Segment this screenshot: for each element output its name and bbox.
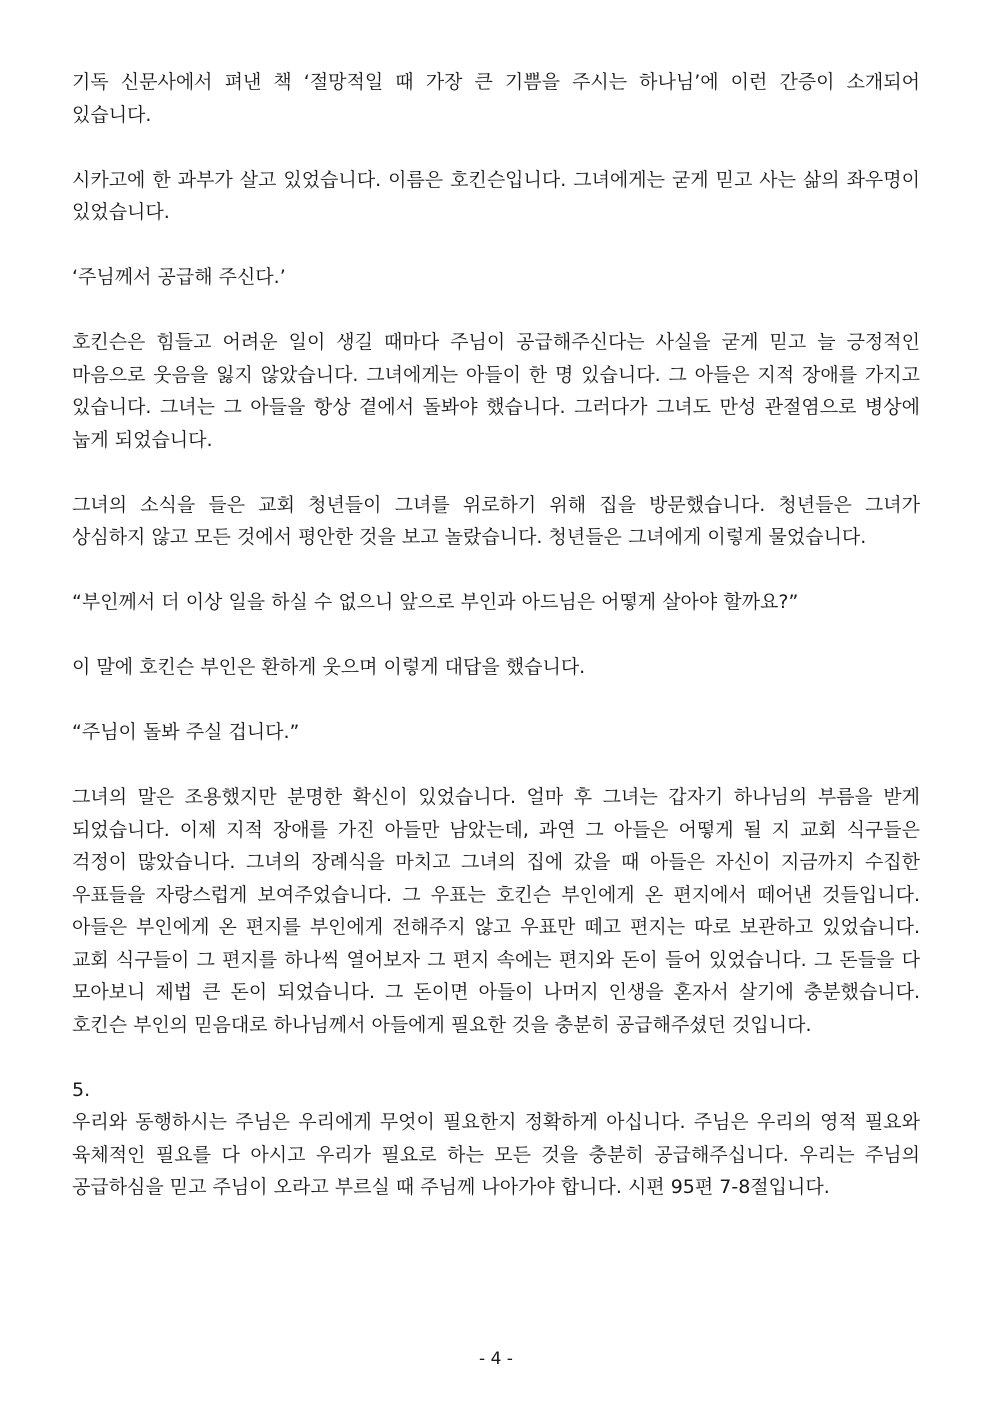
section-number: 5. (72, 1078, 91, 1101)
page-number: - 4 - (479, 1349, 513, 1369)
paragraph-faith: 호킨슨은 힘들고 어려운 일이 생길 때마다 주님이 공급해주신다는 사실을 굳게 믿고 늘 긍정적인 마음으로 웃음을 잃지 않았습니다. 그녀에게는 아들이 한 명 있습니다. 그 아들은 지적 장애를 가지고 있습니다. 그녀는 그 아들을 항상 곁에서 돌봐야 했습니다. 그러다가 그녀도 만성 관절염으로 병상에 눕게 되었습니다. (72, 331, 920, 451)
paragraph-visit: 그녀의 소식을 들은 교회 청년들이 그녀를 위로하기 위해 집을 방문했습니다. 청년들은 그녀가 상심하지 않고 모든 것에서 평안한 것을 보고 놀랐습니다. 청년들은 그녀에게 이렇게 물었습니다. (72, 493, 920, 548)
paragraph-intro: 기독 신문사에서 펴낸 책 ‘절망적일 때 가장 큰 기쁨을 주시는 하나님’에 이런 간증이 소개되어 있습니다. (72, 71, 920, 126)
paragraph-widow: 시카고에 한 과부가 살고 있었습니다. 이름은 호킨슨입니다. 그녀에게는 굳게 믿고 사는 삶의 좌우명이 있었습니다. (72, 168, 920, 223)
paragraph-motto: ‘주님께서 공급해 주신다.’ (72, 266, 286, 288)
paragraph-answer-intro: 이 말에 호킨슨 부인은 환하게 웃으며 이렇게 대답을 했습니다. (72, 656, 586, 678)
paragraph-section-5: 우리와 동행하시는 주님은 우리에게 무엇이 필요한지 정확하게 아십니다. 주님은 우리의 영적 필요와 육체적인 필요를 다 아시고 우리가 필요로 하는 모든 것을 충분히 공급해주십니다. 우리는 주님의 공급하심을 믿고 주님이 오라고 부르실 때 주님께 나아가야 합니다. 시편 95편 7-8절입니다. (72, 1111, 920, 1198)
paragraph-story-end: 그녀의 말은 조용했지만 분명한 확신이 있었습니다. 얼마 후 그녀는 갑자기 하나님의 부름을 받게 되었습니다. 이제 지적 장애를 가진 아들만 남았는데, 과연 그 아들은 어떻게 될 지 교회 식구들은 걱정이 많았습니다. 그녀의 장례식을 마치고 그녀의 집에 갔을 때 아들은 자신이 지금까지 수집한 우표들을 자랑스럽게 보여주었습니다. 그 우표는 호킨슨 부인에게 온 편지에서 떼어낸 것들입니다. 아들은 부인에게 온 편지를 부인에게 전해주지 않고 우표만 떼고 편지는 따로 보관하고 있었습니다. 교회 식구들이 그 편지를 하나씩 열어보자 그 편지 속에는 편지와 돈이 들어 있었습니다. 그 돈들을 다 모아보니 제법 큰 돈이 되었습니다. 그 돈이면 아들이 나머지 인생을 혼자서 살기에 충분했습니다. 호킨슨 부인의 믿음대로 하나님께서 아들에게 필요한 것을 충분히 공급해주셨던 것입니다. (72, 786, 920, 1036)
document-body (72, 66, 920, 1204)
paragraph-answer-quote: “주님이 돌봐 주실 겁니다.” (72, 721, 300, 743)
paragraph-question: “부인께서 더 이상 일을 하실 수 없으니 앞으로 부인과 아드님은 어떻게 살아야 할까요?” (72, 591, 799, 613)
